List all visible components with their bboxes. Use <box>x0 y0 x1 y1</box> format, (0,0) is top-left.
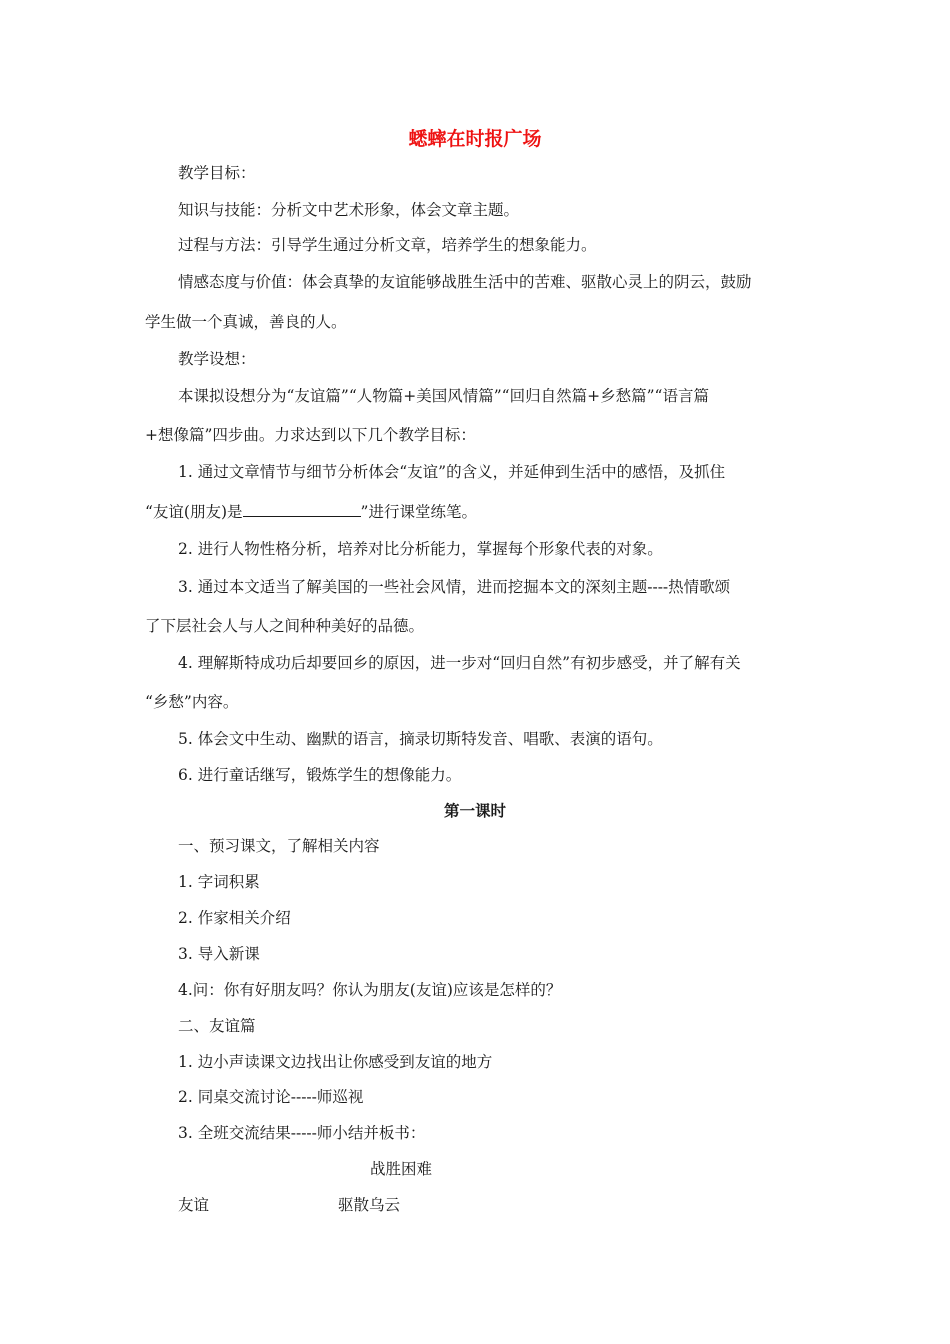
design-item6: 6. 进行童话继写，锻炼学生的想像能力。 <box>178 766 462 784</box>
goal-emotion-line2: 学生做一个真诚，善良的人。 <box>145 313 347 331</box>
lesson1-part1: 一、预习课文，了解相关内容 <box>178 837 380 855</box>
design-item4-line1: 4. 理解斯特成功后却要回乡的原因，进一步对“回归自然”有初步感受，并了解有关 <box>178 654 741 672</box>
lesson1-part2-item3: 3. 全班交流结果-----师小结并板书： <box>178 1124 426 1142</box>
design-intro-line1: 本课拟设想分为“友谊篇”“人物篇+美国风情篇”“回归自然篇+乡愁篇”“语言篇 <box>178 387 709 405</box>
design-item1-line2 <box>145 501 477 523</box>
design-item2: 2. 进行人物性格分析，培养对比分析能力，掌握每个形象代表的对象。 <box>178 540 663 558</box>
lesson1-heading: 第一课时 <box>443 802 506 820</box>
goal-knowledge: 知识与技能：分析文中艺术形象，体会文章主题。 <box>178 201 520 219</box>
design-item4-line2: “乡愁”内容。 <box>145 693 239 711</box>
item1-suffix: ”进行课堂练笔。 <box>360 503 477 521</box>
design-item3-line2: 了下层社会人与人之间种种美好的品德。 <box>145 617 425 635</box>
goals-heading: 教学目标： <box>178 164 256 182</box>
lesson1-part1-item1: 1. 字词积累 <box>178 873 260 891</box>
design-intro-line2: +想像篇”四步曲。力求达到以下几个教学目标： <box>145 426 476 444</box>
board-overcome-difficulty: 战胜困难 <box>370 1160 433 1178</box>
fill-in-blank <box>243 502 361 517</box>
item1-prefix: “友谊(朋友)是 <box>145 503 243 521</box>
lesson1-part1-item3: 3. 导入新课 <box>178 945 260 963</box>
goal-emotion-line1: 情感态度与价值：体会真挚的友谊能够战胜生活中的苦难、驱散心灵上的阴云，鼓励 <box>178 273 752 291</box>
design-item1-line1: 1. 通过文章情节与细节分析体会“友谊”的含义，并延伸到生活中的感悟，及抓住 <box>178 463 726 481</box>
board-friendship: 友谊 <box>178 1196 210 1214</box>
design-heading: 教学设想： <box>178 350 256 368</box>
lesson1-part1-item2: 2. 作家相关介绍 <box>178 909 291 927</box>
lesson1-part2-item2: 2. 同桌交流讨论-----师巡视 <box>178 1088 364 1106</box>
document-title: 蟋蟀在时报广场 <box>408 128 542 150</box>
lesson1-part2-item1: 1. 边小声读课文边找出让你感受到友谊的地方 <box>178 1053 493 1071</box>
goal-process: 过程与方法：引导学生通过分析文章，培养学生的想象能力。 <box>178 236 597 254</box>
lesson1-part1-item4: 4.问：你有好朋友吗？你认为朋友(友谊)应该是怎样的？ <box>178 981 562 999</box>
design-item5: 5. 体会文中生动、幽默的语言，摘录切斯特发音、唱歌、表演的语句。 <box>178 730 663 748</box>
lesson1-part2: 二、友谊篇 <box>178 1017 256 1035</box>
board-disperse-clouds: 驱散乌云 <box>338 1196 401 1214</box>
design-item3-line1: 3. 通过本文适当了解美国的一些社会风情，进而挖掘本文的深刻主题----热情歌颂 <box>178 578 731 596</box>
